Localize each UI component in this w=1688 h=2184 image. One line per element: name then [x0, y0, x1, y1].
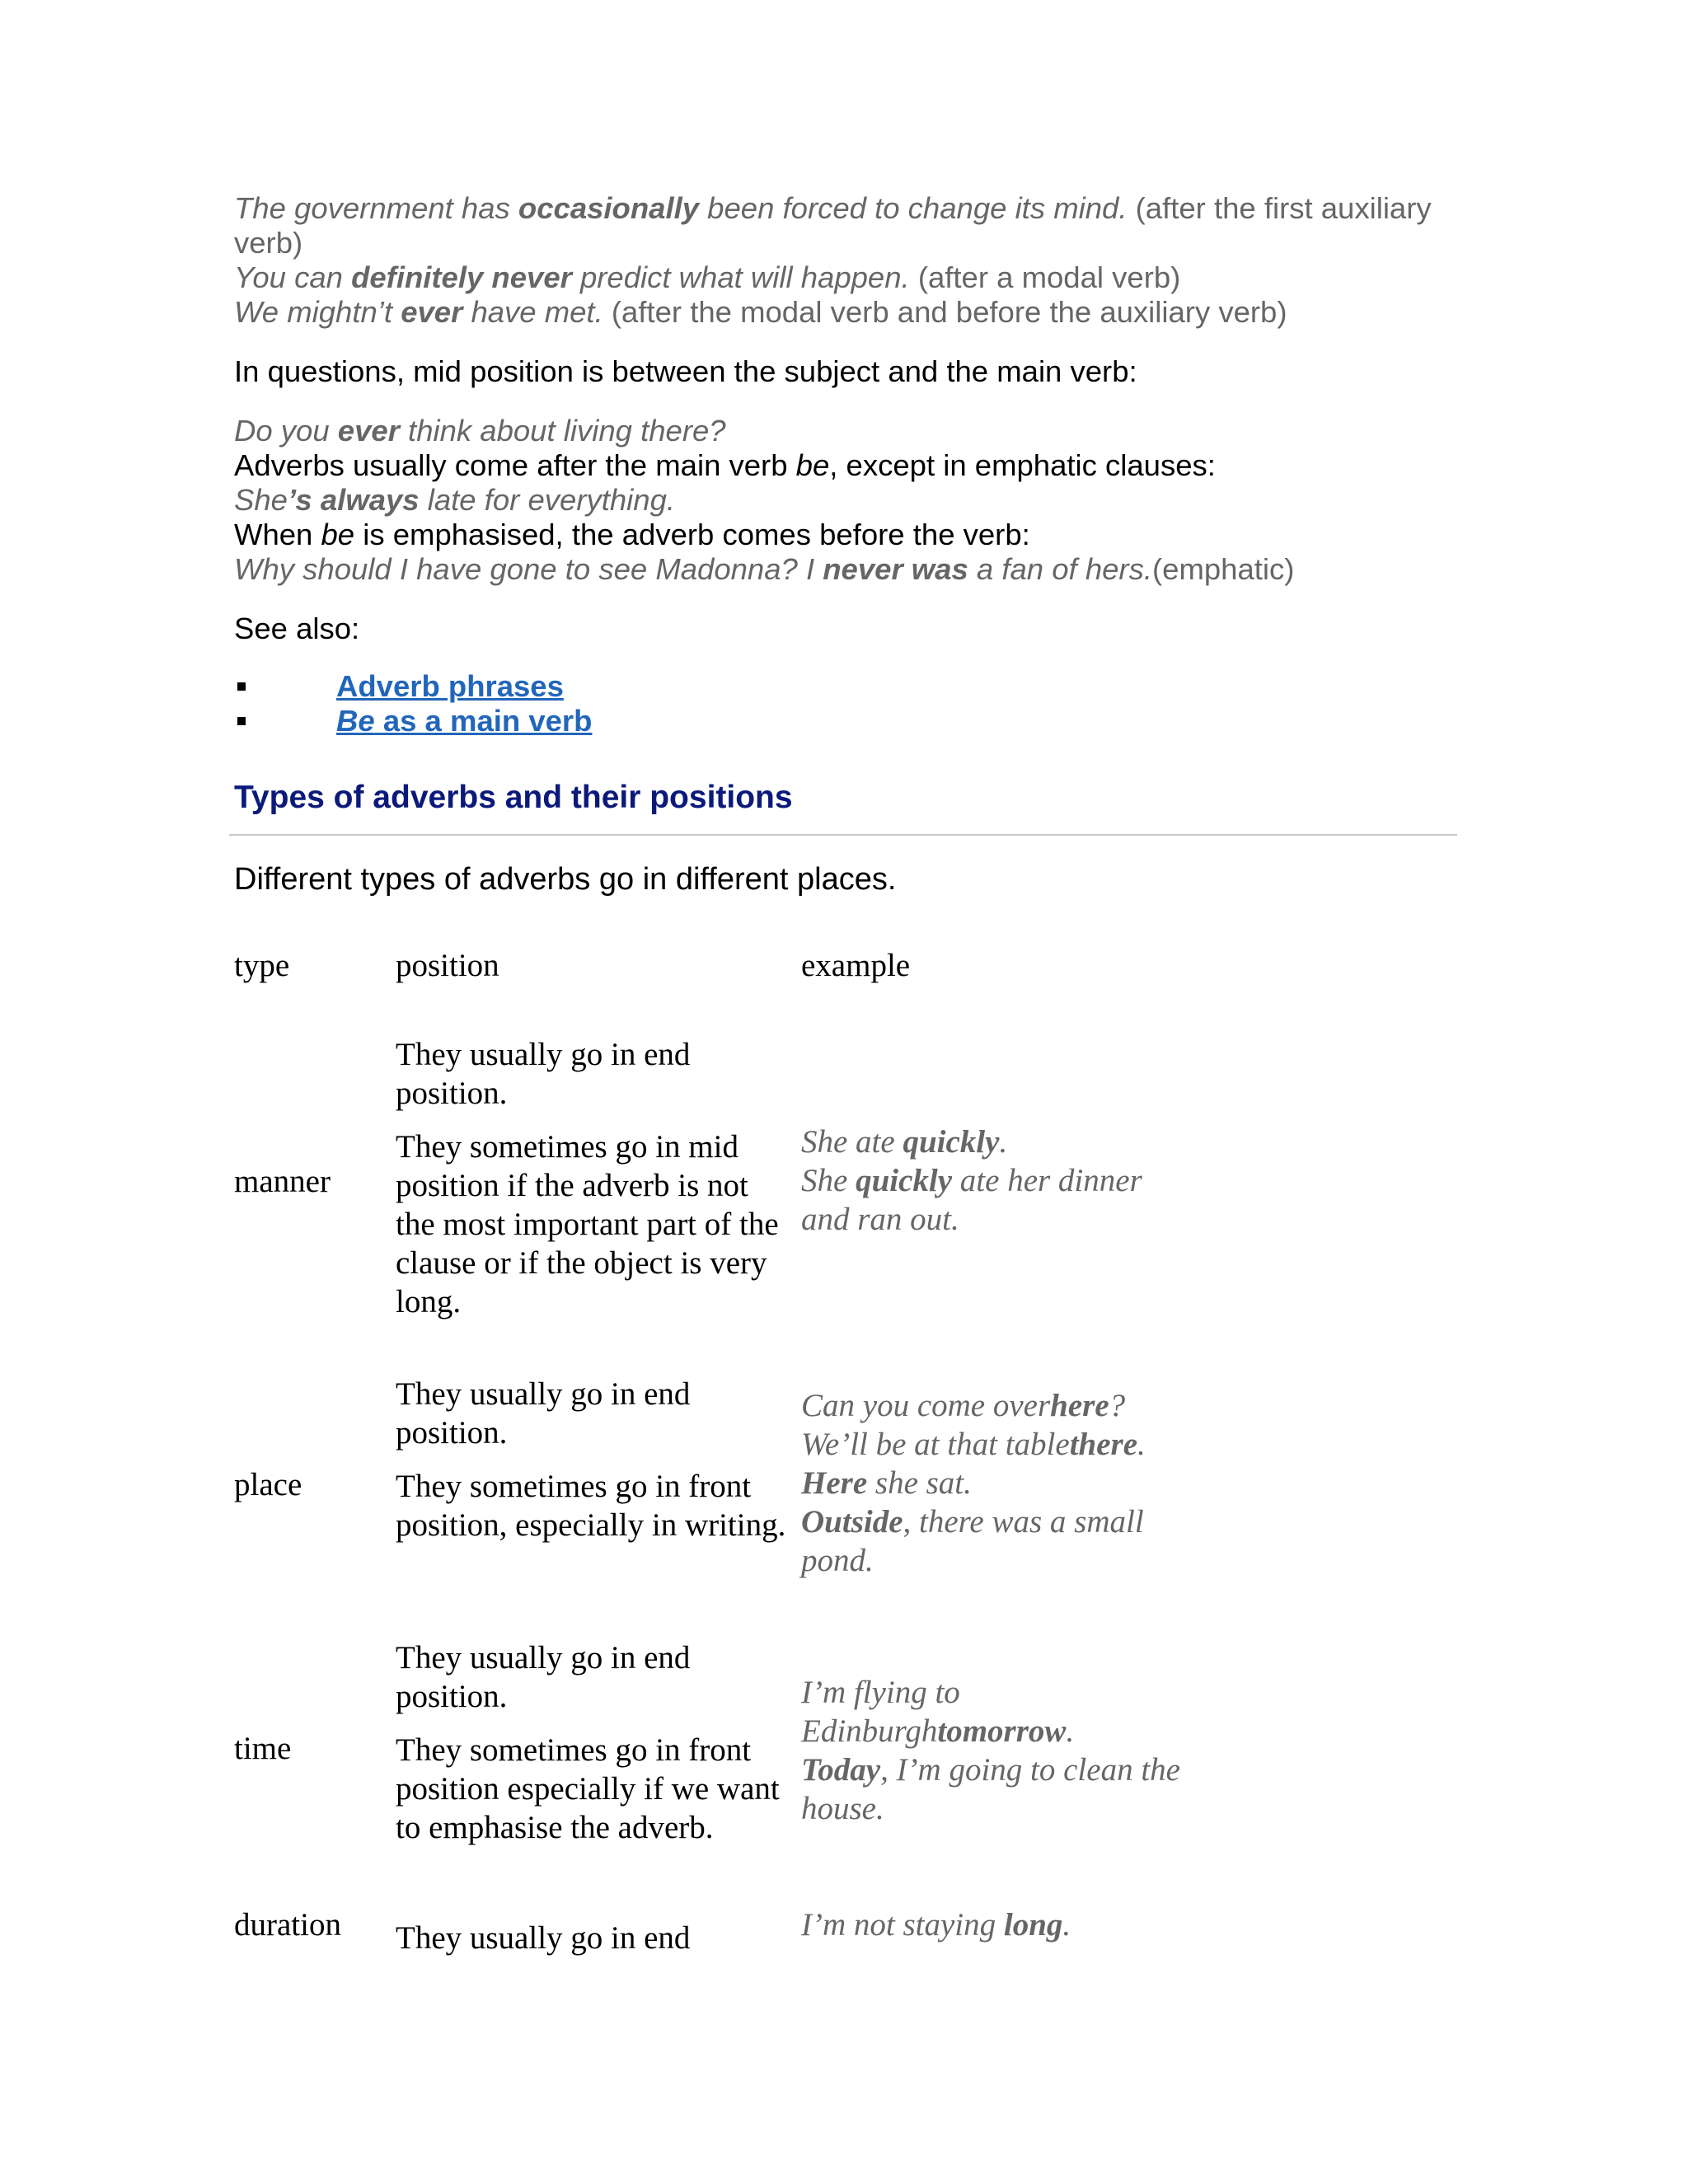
- position-text: They usually go in end: [396, 1920, 691, 1956]
- position-cell: [396, 1375, 791, 1544]
- example-line: Why should I have gone to see Madonna? I never was a fan of hers.(emphatic): [234, 552, 1295, 586]
- see-also-label: See also:: [234, 612, 360, 645]
- type-cell: manner: [234, 1164, 331, 1199]
- example-sentence: Can you come overhere?: [801, 1388, 1126, 1423]
- position-cell: [396, 1919, 791, 1957]
- example-sentence: She ate quickly.: [801, 1124, 1008, 1160]
- position-text: They usually go in end position.: [396, 1037, 691, 1111]
- type-cell: time: [234, 1731, 292, 1766]
- position-text: They sometimes go in front position especially if we want to emphasise the adverb.: [396, 1732, 780, 1845]
- example-cell: [801, 1386, 1180, 1580]
- link-adverb-phrases[interactable]: Adverb phrases: [336, 669, 564, 703]
- paragraph: Adverbs usually come after the main verb be, except in emphatic clauses:: [234, 448, 1216, 482]
- paragraph: When be is emphasised, the adverb comes before the verb:: [234, 518, 1030, 551]
- example-sentence: We’ll be at that tablethere.: [801, 1427, 1146, 1462]
- example-line: We mightn’t ever have met. (after the modal verb and before the auxiliary verb): [234, 295, 1287, 329]
- example-line: You can definitely never predict what will happen. (after a modal verb): [234, 260, 1181, 294]
- position-text: They usually go in end position.: [396, 1640, 691, 1714]
- table-header: type: [234, 948, 290, 983]
- example-line: The government has occasionally been forced to change its mind. (after the first auxiliary: [234, 191, 1432, 225]
- example-cell: [801, 1122, 1180, 1239]
- example-sentence: I’m flying to Edinburghtomorrow.: [801, 1675, 1075, 1749]
- position-text: They sometimes go in front position, especially in writing.: [396, 1469, 786, 1543]
- link-be-as-main-verb[interactable]: Be as a main verb: [336, 704, 593, 738]
- section-heading: Types of adverbs and their positions: [234, 780, 793, 815]
- example-line: Do you ever think about living there?: [234, 414, 726, 448]
- position-text: They sometimes go in mid position if the adverb is not the most important part of the clause or if the object is very long.: [396, 1129, 779, 1319]
- example-cell: [801, 1673, 1180, 1828]
- type-cell: place: [234, 1467, 302, 1502]
- example-sentence: Today, I’m going to clean the house.: [801, 1752, 1180, 1826]
- position-cell: [396, 1638, 791, 1847]
- position-text: They usually go in end position.: [396, 1376, 691, 1451]
- position-cell: [396, 1035, 791, 1321]
- example-sentence: She quickly ate her dinner and ran out.: [801, 1163, 1142, 1237]
- paragraph: In questions, mid position is between the subject and the main verb:: [234, 354, 1137, 388]
- example-sentence: I’m not staying long.: [801, 1907, 1071, 1943]
- intro-paragraph: Different types of adverbs go in different places.: [234, 862, 897, 897]
- table-header: example: [801, 948, 911, 983]
- example-sentence: Here she sat.: [801, 1465, 972, 1501]
- type-cell: duration: [234, 1907, 341, 1943]
- example-note: verb): [234, 226, 303, 260]
- example-cell: [801, 1905, 1180, 1944]
- table-header: position: [396, 948, 499, 983]
- example-sentence: Outside, there was a small pond.: [801, 1504, 1144, 1578]
- example-line: She’s always late for everything.: [234, 483, 676, 517]
